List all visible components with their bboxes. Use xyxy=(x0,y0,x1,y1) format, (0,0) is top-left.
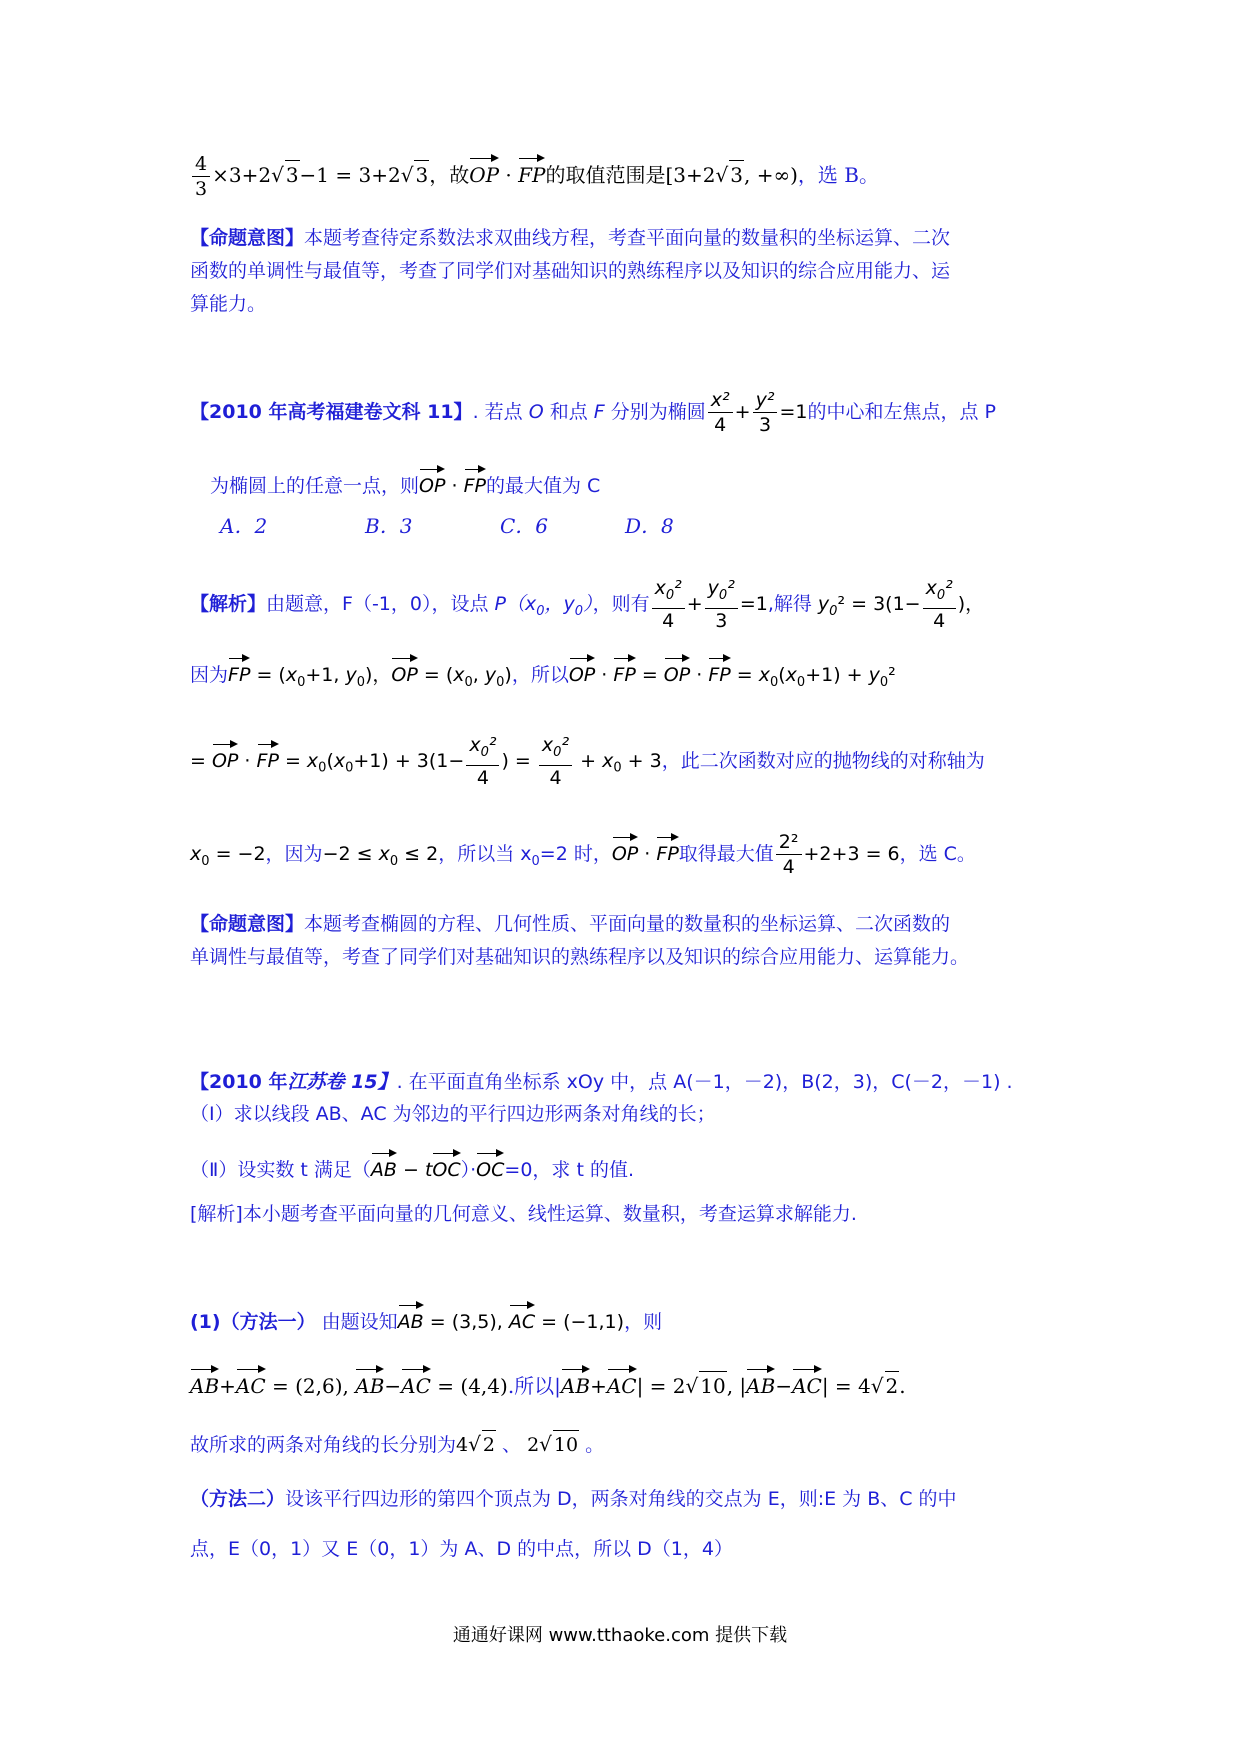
option-d: D．8 xyxy=(625,514,674,538)
option-a: A．2 xyxy=(220,514,268,538)
stem-part: 为椭圆上的任意一点，则 xyxy=(210,475,420,497)
final-part: ，所以当 x xyxy=(438,843,532,865)
stem-part: . 若点 xyxy=(472,401,523,423)
analysis-part: 由题意，F（-1，0），设点 xyxy=(266,592,489,615)
part2-text: =0，求 t 的值. xyxy=(504,1159,634,1181)
analysis-part: ，则有 xyxy=(592,592,650,615)
footer-text: 通通好课网 www.tthaoke.com 提供下载 xyxy=(452,1625,788,1646)
final-part: ，因为 xyxy=(265,843,323,865)
stem-part: 和点 xyxy=(549,401,588,423)
final-part: =2 时， xyxy=(539,843,612,865)
intent-text: 本题考查待定系数法求双曲线方程，考查平面向量的数量积的坐标运算、二次 xyxy=(304,227,951,249)
method2-label: （方法二） xyxy=(190,1488,286,1510)
analysis-label: 【解析】 xyxy=(190,592,267,615)
ellipse-x-term: $\frac{\text{x²}}{4}$ xyxy=(708,388,733,437)
problem11-because: 因为FP = ($x_0+1$, $y_0$)，OP = ($x_0$, $y_0$)，所以OP · FP = OP · FP = $x_0(x_0+1) + y_0^2$ xyxy=(190,655,896,697)
problem11-stem-line2: 为椭圆上的任意一点，则OP · FP的最大值为 C xyxy=(210,466,600,500)
fraction-four-thirds: $\frac{4}{3}$ xyxy=(192,152,210,201)
option-c: C．6 xyxy=(500,514,549,538)
intent-label: 【命题意图】 xyxy=(190,227,305,249)
problem15-analysis: [解析]本小题考查平面向量的几何意义、线性运算、数量积，考查运算求解能力. xyxy=(190,1203,857,1225)
method2-line-1 xyxy=(190,1485,957,1513)
problem15-part2: （Ⅱ）设实数 t 满足（AB − tOC）·OC=0，求 t 的值. xyxy=(190,1150,634,1184)
result-text-2: 的取值范围是 xyxy=(545,163,666,187)
option-b: B．3 xyxy=(365,514,413,538)
intent-line-2: 函数的单调性与最值等，考查了同学们对基础知识的熟练程序以及知识的综合应用能力、运 xyxy=(190,260,951,282)
stem-part: 的中心和左焦点，点 P xyxy=(807,401,996,423)
problem15-stem-text: . 在平面直角坐标系 xOy 中，点 A(－1，－2)，B(2，3)，C(－2，－1) . xyxy=(396,1071,1013,1093)
problem15-tag-name: 江苏卷 15】 xyxy=(287,1071,397,1093)
method2-text: 设该平行四边形的第四个顶点为 D，两条对角线的交点为 E，则:E 为 B、C 的中 xyxy=(285,1488,957,1510)
method1-text: 由题设知 xyxy=(321,1311,398,1333)
final-part: ，选 C。 xyxy=(899,843,976,865)
problem11-expand: = OP · FP = $x_0(x_0+1) + 3(1-$ $\frac{x_0^2}{4}$ ) = $\frac{x_0^2}{4}$ + $x_0 + 3$，此二次函数对应的抛物线的对称轴为 xyxy=(190,734,985,789)
problem11-intent-1 xyxy=(190,910,950,938)
diagonals-end: 。 xyxy=(585,1434,605,1456)
analysis-part: ,解得 xyxy=(767,592,812,615)
problem11-options xyxy=(220,512,674,540)
result-line: $\frac{4}{3}$ ×3+2√ 3−1 = 3+2√ 3，故OP · FP的取值范围是[3+2√ 3, +∞)，选 B。 xyxy=(190,152,879,201)
intent-line-1 xyxy=(190,224,950,252)
problem11-stem: 【2010 年高考福建卷文科 11】. 若点 O 和点 F 分别为椭圆 $\frac{\text{x²}}{4}$ + $\frac{\text{y²}}{3}$ =1的中心和左焦点，点 P xyxy=(190,389,996,436)
sum-diff-line: AB+AC = (2,6), AB−AC = (4,4).所以|AB+AC| = 2√ 10, |AB−AC| = 4√ 2. xyxy=(190,1366,906,1400)
axis-text: ，此二次函数对应的抛物线的对称轴为 xyxy=(661,749,985,772)
problem11-final: $x_0 = -2$，因为$-2 \le x_0 \le 2$，所以当 $x_0=2$ 时，OP · FP取得最大值 $\frac{\text{2²}}{4}$ +2+3 = 6，选 C。 xyxy=(190,831,976,878)
problem15-part1: （Ⅰ）求以线段 AB、AC 为邻边的平行四边形两条对角线的长； xyxy=(190,1103,716,1125)
stem-part: 分别为椭圆 xyxy=(610,401,706,423)
result-text-1: ，故 xyxy=(429,163,470,187)
sum-diff-text: .所以| xyxy=(507,1374,561,1398)
final-part: 取得最大值 xyxy=(678,843,774,865)
diagonals-sep: 、 xyxy=(502,1434,522,1456)
because-part: ，所以 xyxy=(511,664,569,686)
problem11-tag: 【2010 年高考福建卷文科 11】 xyxy=(190,401,473,423)
method1-line: (1)（方法一） 由题设知AB = (3,5), AC = (−1,1)，则 xyxy=(190,1302,662,1336)
problem15-tag: 【2010 年 xyxy=(190,1071,288,1093)
problem15-stem xyxy=(190,1068,1013,1096)
stem-part: 的最大值为 C xyxy=(485,475,601,497)
intent-label: 【命题意图】 xyxy=(190,913,305,935)
diagonals-text: 故所求的两条对角线的长分别为 xyxy=(190,1434,457,1456)
intent-line-3: 算能力。 xyxy=(190,293,267,315)
because-part: 因为 xyxy=(190,664,229,686)
result-choice: ，选 B。 xyxy=(797,163,879,187)
method2-line-2: 点，E（0，1）又 E（0，1）为 A、D 的中点，所以 D（1，4） xyxy=(190,1538,733,1560)
part2-text: （Ⅱ）设实数 t 满足（ xyxy=(190,1159,371,1181)
part2-text: ）· xyxy=(460,1159,477,1181)
intent-text: 本题考查椭圆的方程、几何性质、平面向量的数量积的坐标运算、二次函数的 xyxy=(304,913,951,935)
problem11-analysis: 【解析】由题意，F（-1，0），设点 $P(x_0$，$y_0$），则有 $\frac{x_0^2}{4}$ + $\frac{y_0^2}{3}$ =1,解得 $y_0^2 = 3(1-$ $\frac{x_0^2}{4}$ )， xyxy=(190,577,985,632)
diagonals-line: 故所求的两条对角线的长分别为4√ 2 、 2√ 10 。 xyxy=(190,1430,604,1459)
ellipse-y-term: $\frac{\text{y²}}{3}$ xyxy=(753,388,778,437)
problem11-intent-2: 单调性与最值等，考查了同学们对基础知识的熟练程序以及知识的综合应用能力、运算能力。 xyxy=(190,946,970,968)
method1-label: (1)（方法一） xyxy=(190,1311,316,1333)
method1-end: ，则 xyxy=(624,1311,663,1333)
